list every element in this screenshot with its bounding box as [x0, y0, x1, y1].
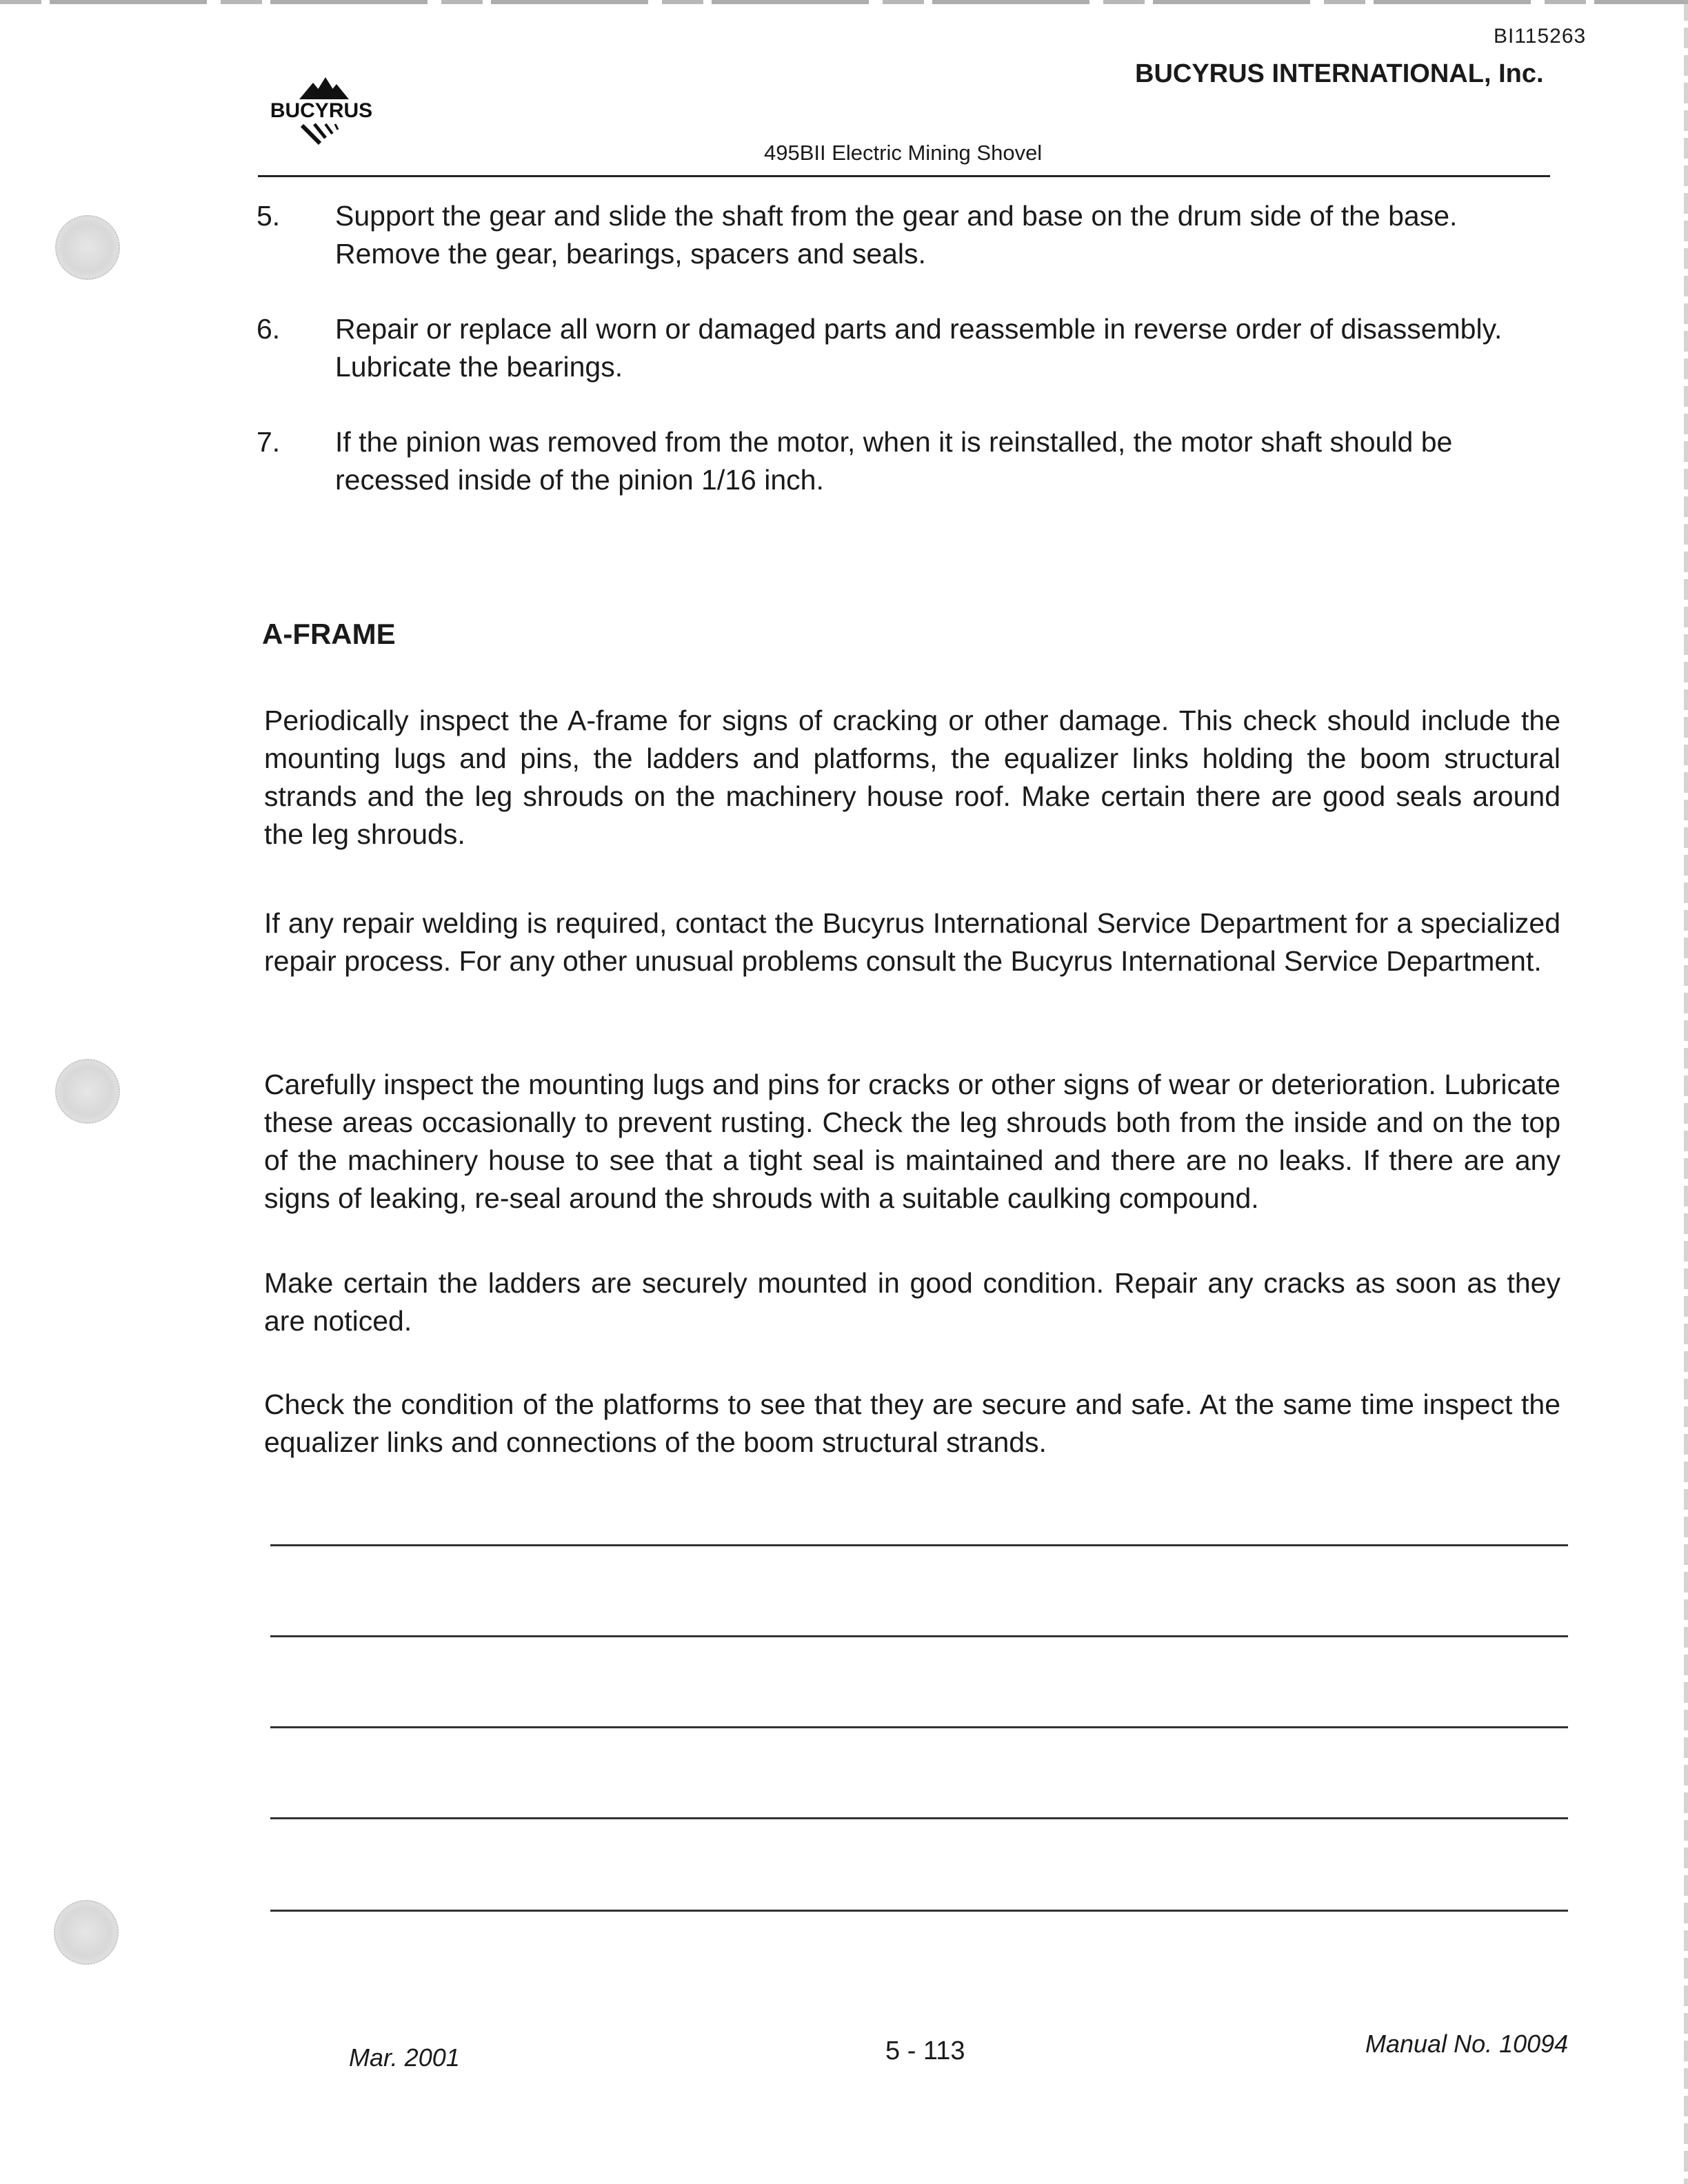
paragraph: Periodically inspect the A-frame for signs of cracking or other damage. This check should include the mounting lugs and pins, the ladders and platforms, the equalizer links holding the boom structural strands and the leg shrouds on the machinery house roof. Make certain there are good seals around the leg shrouds. — [264, 705, 1560, 850]
logo-wordmark: BUCYRUS — [270, 99, 373, 122]
step-number: 7. — [257, 426, 281, 458]
notes-line — [270, 1726, 1568, 1728]
paragraph: Check the condition of the platforms to see that they are secure and safe. At the same time inspect the equalizer links and connections of the boom structural strands. — [264, 1388, 1560, 1458]
scan-edge-right — [1684, 0, 1688, 2184]
notes-line — [270, 1544, 1568, 1546]
scan-edge-top — [0, 0, 1688, 4]
punch-hole-bottom — [54, 1900, 119, 1965]
step-text: If the pinion was removed from the motor, when it is reinstalled, the motor shaft should be recessed inside of the pinion 1/16 inch. — [335, 426, 1453, 496]
notes-line — [270, 1910, 1568, 1912]
bucyrus-logo — [257, 72, 386, 157]
company-name: BUCYRUS INTERNATIONAL, Inc. — [1135, 59, 1544, 88]
document-id: BI115263 — [1494, 25, 1587, 48]
step-text: Support the gear and slide the shaft from the gear and base on the drum side of the base. Remove the gear, bearings, spacers and seals. — [335, 200, 1458, 270]
footer-date: Mar. 2001 — [349, 2043, 460, 2072]
model-name: 495BII Electric Mining Shovel — [764, 141, 1043, 165]
step-number: 5. — [257, 200, 281, 232]
punch-hole-middle — [55, 1059, 120, 1124]
section-heading: A-FRAME — [262, 618, 396, 650]
header-divider — [258, 175, 1550, 177]
paragraph: If any repair welding is required, contact the Bucyrus International Service Department for a specialized repair process. For any other unusual problems consult the Bucyrus International Service Department. — [264, 907, 1560, 977]
paragraph: Make certain the ladders are securely mounted in good condition. Repair any cracks as soon as they are noticed. — [264, 1267, 1560, 1337]
manual-number: Manual No. 10094 — [1365, 2030, 1569, 2058]
notes-line — [270, 1635, 1568, 1637]
paragraph: Carefully inspect the mounting lugs and pins for cracks or other signs of wear or deterioration. Lubricate these areas occasionally to prevent rusting. Check the leg shrouds both from the inside and on the top of the machinery house to see that a tight seal is maintained and there are no leaks. If there are any signs of leaking, re-seal around the shrouds with a suitable caulking compound. — [264, 1069, 1560, 1214]
punch-hole-top — [55, 215, 120, 280]
step-text: Repair or replace all worn or damaged parts and reassemble in reverse order of disassembly. Lubricate the bearings. — [335, 313, 1503, 383]
notes-line — [270, 1817, 1568, 1819]
step-number: 6. — [257, 313, 281, 345]
page-number: 5 - 113 — [885, 2036, 965, 2065]
